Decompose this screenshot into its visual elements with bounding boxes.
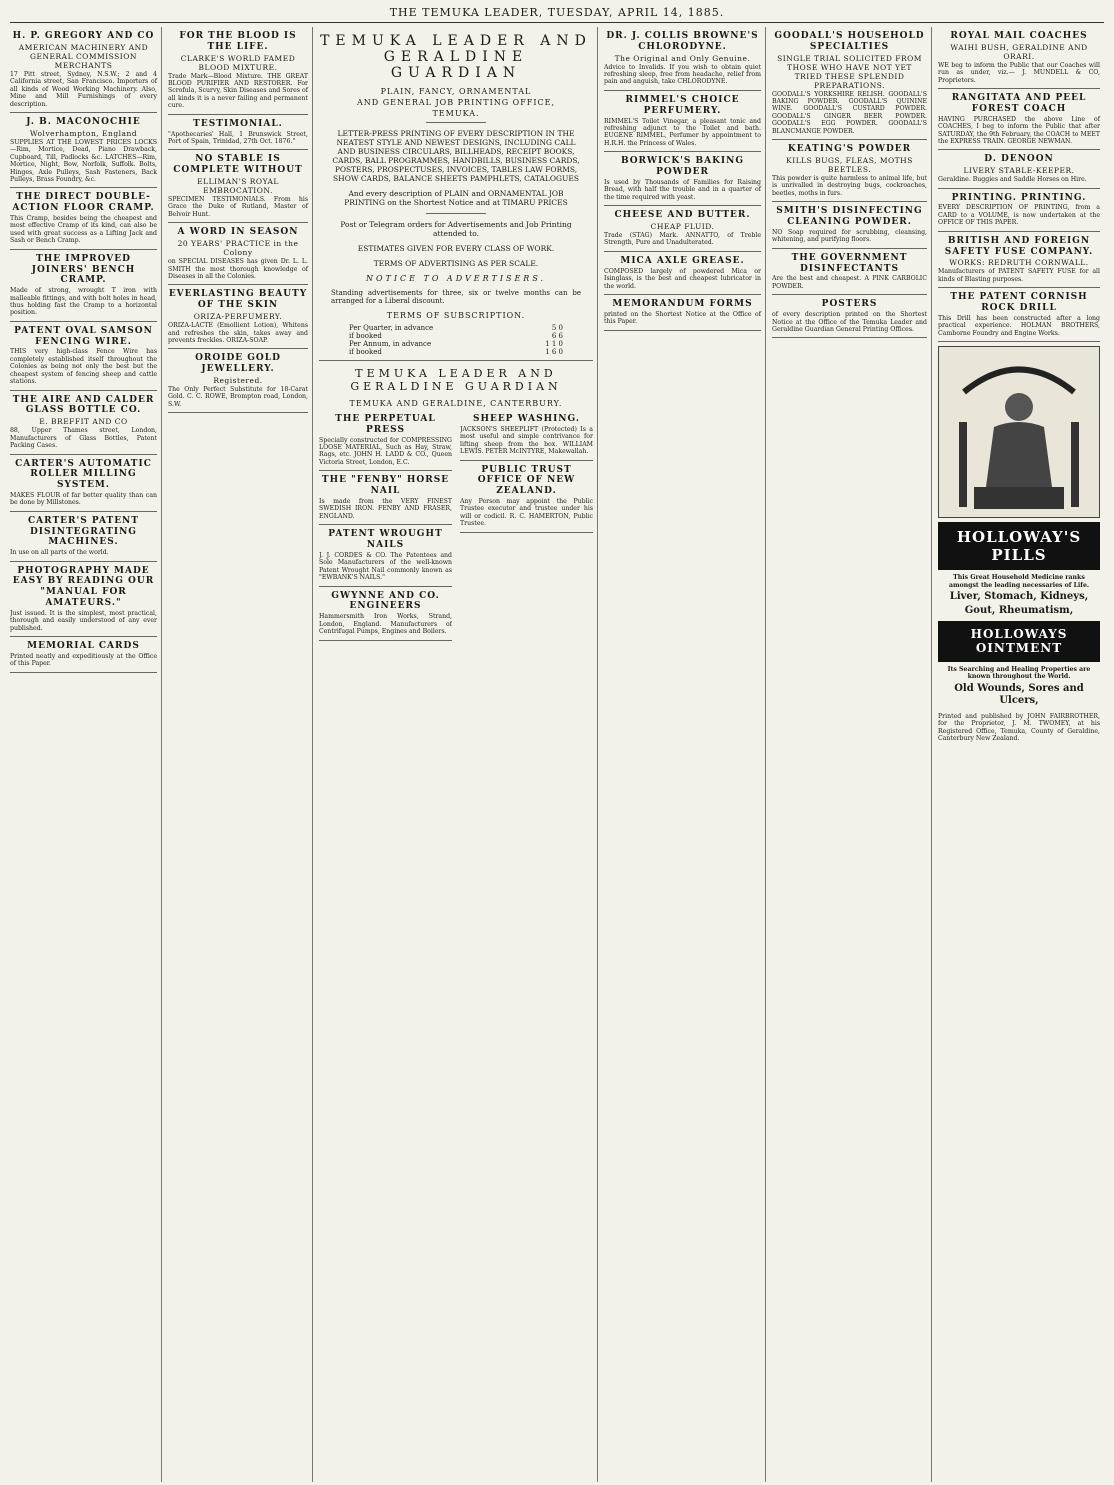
advertisement (938, 150, 1100, 188)
gazette-title: TEMUKA LEADER AND GERALDINE GUARDIAN (320, 33, 592, 81)
ad-body: WE beg to inform the Public that our Coaches will run as under, viz.— J. MUNDELL & CO, Proprietors. (938, 61, 1100, 84)
ad-title: THE PATENT CORNISH ROCK DRILL (950, 292, 1088, 314)
subscription-row (349, 332, 563, 340)
subscription-price: 1 6 0 (545, 348, 563, 356)
page-masthead: THE TEMUKA LEADER, TUESDAY, APRIL 14, 1885. (10, 6, 1104, 23)
advertisement (938, 288, 1100, 342)
ad-subtitle: SINGLE TRIAL SOLICITED FROM THOSE WHO HAVE NOT YET TRIED THESE SPLENDID PREPARATIONS. (777, 53, 922, 90)
advertisement (938, 189, 1100, 232)
advertisement (10, 391, 157, 455)
ad-body: GOODALL'S YORKSHIRE RELISH. GOODALL'S BAKING POWDER. GOODALL'S QUININE WINE. GOODALL'S CUSTARD POWDER. GOODALL'S GINGER BEER POWDER. GOODALL'S EGG POWDER. GOODALL'S BLANCMANGE POWDER. (772, 90, 927, 135)
advertisement (938, 27, 1100, 89)
ad-body: Is used by Thousands of Families for Raising Bread, with half the trouble and in a quarter of the time required with yeast. (604, 178, 761, 201)
ad-subtitle: Wolverhampton, England (29, 128, 138, 138)
ad-body: Advice to Invalids. If you wish to obtain quiet refreshing sleep, free from headache, relief from pain and anguish, take CHLORODYNE. (604, 63, 761, 86)
notice-body: Standing advertisements for three, six or twelve months can be arranged for a Liberal discount. (331, 289, 581, 305)
advertisement (938, 232, 1100, 288)
ad-body: Trade Mark—Blood Mixture. THE GREAT BLOOD PURIFIER AND RESTORER. For Scrofula, Scurvy, Skin Diseases and Sores of all kinds it is a never failing and permanent cure. (168, 72, 308, 110)
subscription-price: 6 6 (551, 332, 563, 340)
ad-body: THIS very high-class Fence Wire has completely established itself throughout the Colonies as being not only the best but the cheapest system of fencing sheep and cattle stations. (10, 348, 157, 386)
ad-title: MEMORIAL CARDS (27, 641, 140, 652)
ad-body: Is made from the VERY FINEST SWEDISH IRON. FENBY AND FRASER, ENGLAND. (319, 497, 452, 520)
advertisement (772, 249, 927, 295)
ad-body: The Only Perfect Substitute for 18-Carat Gold. C. C. ROWE, Brompton road, London, S.W. (168, 385, 308, 408)
ad-body: Manufacturers of PATENT SAFETY FUSE for all kinds of Blasting purposes. (938, 268, 1100, 283)
ad-body: Specially constructed for COMPRESSING LOOSE MATERIAL, Such as Hay, Straw, Rags, etc. JOHN H. LADD & CO., Queen Victoria Street, London, E.C. (319, 436, 452, 466)
advertisement (772, 202, 927, 248)
ad-title: SHEEP WASHING. (472, 414, 581, 424)
subscription-label: Per Quarter, in advance (349, 324, 434, 332)
ad-subtitle: CHEAP FLUID. (650, 221, 715, 231)
ad-title: CHEESE AND BUTTER. (614, 210, 751, 221)
gazette-terms: TERMS OF ADVERTISING AS PER SCALE. (373, 259, 539, 268)
advertisement (10, 250, 157, 322)
advertisement (168, 285, 308, 349)
ad-subtitle: E. BREFFIT AND CO (39, 417, 128, 427)
divider (319, 360, 593, 361)
gazette-services: LETTER-PRESS PRINTING OF EVERY DESCRIPTION IN THE NEATEST STYLE AND NEWEST DESIGNS, INCLUDING CALL AND BUSINESS CIRCULARS, BILLHEADS, RECEIPT BOOKS, CARDS, BALL PROGRAMMES, HANDBILLS, BUSINESS CARDS, POSTERS, PROSPECTUSES, INVOICES, TABLES LAW FORMS, SHOW CARDS, BALANCE SHEETS PAMPHLETS, CATALOGUES (332, 129, 580, 183)
pills-headline: Liver, Stomach, Kidneys, (949, 591, 1089, 603)
ad-title: THE DIRECT DOUBLE-ACTION FLOOR CRAMP. (12, 192, 155, 214)
column-5 (772, 27, 932, 1482)
ad-body: Any Person may appoint the Public Trustee executor and trustee under his will or codicil. R. C. HAMERTON, Public Trustee. (460, 497, 593, 528)
advertisement (168, 150, 308, 223)
ad-subtitle: WAIHI BUSH, GERALDINE AND ORARI. (950, 42, 1088, 61)
ad-title: SMITH'S DISINFECTING CLEANING POWDER. (776, 206, 923, 228)
advertisement (10, 113, 157, 188)
ad-title: NO STABLE IS COMPLETE WITHOUT (173, 154, 303, 176)
ad-body: SPECIMEN TESTIMONIALS. From his Grace the Duke of Rutland, Master of Belvoir Hunt. (168, 196, 308, 218)
advertisement (10, 27, 157, 113)
ad-title: ROYAL MAIL COACHES (950, 31, 1088, 41)
subscription-table (349, 324, 563, 356)
ad-subtitle: Registered. (213, 375, 263, 385)
ad-title: THE "FENBY" HORSE NAIL (321, 475, 450, 497)
ad-subtitle: ELLIMAN'S ROYAL EMBROCATION. (197, 177, 279, 196)
ad-title: GOODALL'S HOUSEHOLD SPECIALTIES (774, 31, 925, 52)
advertisement (319, 587, 452, 641)
advertisement (168, 27, 308, 115)
advertisement (319, 410, 452, 471)
ad-title: BORWICK'S BAKING POWDER (620, 156, 745, 178)
ad-title: BRITISH AND FOREIGN SAFETY FUSE COMPANY. (944, 235, 1094, 257)
seated-figure-illustration (944, 352, 1094, 517)
ad-body: Hammersmith Iron Works, Strand, London, England. Manufacturers of Centrifugal Pumps, Engines and Boilers. (319, 613, 452, 636)
ad-subtitle: AMERICAN MACHINERY AND GENERAL COMMISSION MERCHANTS (18, 42, 149, 70)
gout-headline: Gout, Rheumatism, (964, 605, 1074, 617)
divider (426, 122, 486, 123)
ad-body: In use on all parts of the world. (10, 549, 109, 557)
gazette-line-3: TEMUKA. (432, 109, 480, 118)
ad-body: J. J. CORDES & CO. The Patentees and Sole Manufacturers of the well-known Patent Wrought Nail commonly known as "EWBANK'S NAILS." (319, 551, 452, 582)
subscription-price: 5 0 (551, 324, 563, 332)
ad-title: DR. J. COLLIS BROWNE'S CHLORODYNE. (606, 31, 759, 52)
ad-title: H. P. GREGORY AND CO (12, 31, 155, 41)
column-6 (938, 27, 1104, 1482)
advertisement (460, 461, 593, 533)
ad-body: This powder is quite harmless to animal life, but is unrivalled in destroying bugs, cockroaches, beetles, moths in furs. (772, 175, 927, 197)
divider (426, 213, 486, 214)
advertisement (319, 471, 452, 525)
holloway-engraving (938, 346, 1100, 518)
advertisement (319, 525, 452, 586)
gazette-job-printing: And every description of PLAIN and ORNAMENTAL JOB PRINTING on the Shortest Notice and at TIMARU PRICES (344, 189, 568, 207)
subscription-row (349, 348, 563, 356)
ad-body: RIMMEL'S Toilet Vinegar, a pleasant tonic and refreshing adjunct to the Toilet and bath. EUGENE RIMMEL, Perfumer by appointment to H.R.H. the Princess of Wales. (604, 117, 761, 147)
subscription-label: if booked (349, 348, 382, 356)
advertisement (10, 637, 157, 673)
advertisement (772, 295, 927, 338)
ad-title: THE AIRE AND CALDER GLASS BOTTLE CO. (12, 394, 155, 416)
column-center (319, 27, 598, 1482)
ad-title: OROIDE GOLD JEWELLERY. (195, 353, 281, 375)
ad-body: Are the best and cheapest. A PINK CARBOLIC POWDER. (772, 275, 927, 290)
ad-body: MAKES FLOUR of far better quality than can be done by Millstones. (10, 491, 157, 507)
ad-subtitle: LIVERY STABLE-KEEPER. (963, 166, 1075, 176)
ad-body: 88, Upper Thames street, London, Manufacturers of Glass Bottles, Patent Packing Cases. (10, 427, 157, 450)
ad-body: Printed neatly and expeditiously at the Office of this Paper. (10, 652, 157, 668)
subcolumn-a (319, 410, 452, 1482)
advertisement (10, 455, 157, 512)
ad-title: THE IMPROVED JOINERS' BENCH CRAMP. (31, 253, 136, 286)
holloways-ointment-banner: HOLLOWAYS OINTMENT (938, 621, 1100, 662)
ointment-headline: Old Wounds, Sores and Ulcers, (954, 682, 1084, 706)
ad-body: JACKSON'S SHEEPLIFT (Protected) Is a most useful and simple contrivance for lifting sheep from the box. WILLIAM LEWIS. PETER McINTYRE, Makewallah. (460, 425, 593, 456)
advertisement (938, 89, 1100, 150)
ad-body: "Apothecaries' Hall, 1 Brunswick Street, Port of Spain, Trinidad, 27th Oct. 1876." (168, 130, 308, 146)
ad-body: of every description printed on the Shortest Notice at the Office of the Temuka Leader and Geraldine Guardian General Printing Offices. (772, 311, 927, 333)
imprint: Printed and published by JOHN FAIRBROTHER, for the Proprietor, J. M. TWOMEY, at his Registered Office, Temuka, County of Geraldine, Canterbury New Zealand. (938, 712, 1100, 743)
pills-text: This Great Household Medicine ranks amongst the leading necessaries of Life. (948, 574, 1090, 589)
gazette-orders: Post or Telegram orders for Advertisements and Job Printing attended to. (340, 220, 572, 238)
ad-body: printed on the Shortest Notice at the Office of this Paper. (604, 310, 761, 326)
column-1 (10, 27, 162, 1482)
ad-body: SUPPLIES AT THE LOWEST PRICES LOCKS—Rim, Mortice, Dead, Piano Drawback, Cupboard, Till, Padlocks &c. LATCHES—Rim, Mortice, Night, Bow, Norfolk, Suffolk. Bolts, Hinges, Axle Pulleys, Sash Fasteners, Back Pulleys, Brass Foundry, &c. (10, 138, 157, 183)
ad-body: This Cramp, besides being the cheapest and most effective Cramp of its kind, can also be used with great success as a Lifting Jack and Sash or Bench Cramp. (10, 215, 157, 245)
advertisement (772, 27, 927, 140)
ad-title: PUBLIC TRUST OFFICE OF NEW ZEALAND. (477, 464, 576, 497)
ad-body: Trade (STAG) Mark. ANNATTO, of Treble Strength, Pure and Unadulterated. (604, 231, 761, 247)
subscription-label: Per Annum, in advance (349, 340, 432, 348)
subscription-label: if booked (349, 332, 382, 340)
ad-title: POSTERS (821, 299, 878, 310)
advertisement (168, 223, 308, 285)
gazette-footer-title: TEMUKA LEADER AND GERALDINE GUARDIAN (350, 367, 562, 393)
ad-subtitle: WORKS: REDRUTH CORNWALL. (949, 258, 1089, 268)
advertisement (604, 152, 761, 206)
ad-title: EVERLASTING BEAUTY OF THE SKIN (168, 289, 308, 311)
subscription-row (349, 340, 563, 348)
ad-title: RANGITATA AND PEEL FOREST COACH (951, 93, 1087, 114)
gazette-estimates: ESTIMATES GIVEN FOR EVERY CLASS OF WORK. (357, 244, 555, 253)
advertisement (168, 115, 308, 151)
ad-title: A WORD IN SEASON (177, 227, 299, 238)
ad-body: Just issued. It is the simplest, most practical, thorough and easily understood of any ever published. (10, 609, 157, 632)
ad-body: Made of strong, wrought T iron with malleable fittings, and with bolt holes in head, thus holding fast the Cramp to a horizontal position. (10, 287, 157, 317)
ad-title: KEATING'S POWDER (787, 144, 912, 155)
center-subcolumns (319, 410, 593, 1482)
ad-body: NO Soap required for scrubbing, cleansing, whitening, and purifying floors. (772, 228, 927, 244)
advertisement (772, 140, 927, 202)
ad-title: GWYNNE AND CO. ENGINEERS (331, 590, 440, 612)
ad-subtitle: CLARKE'S WORLD FAMED BLOOD MIXTURE. (180, 53, 296, 72)
advertisement (10, 562, 157, 638)
advertisement (604, 206, 761, 252)
ad-title: FOR THE BLOOD IS THE LIFE. (179, 31, 297, 52)
column-6-ads (938, 27, 1100, 342)
ad-body: Geraldine. Buggies and Saddle Horses on Hire. (938, 176, 1087, 184)
gazette-line-2: AND GENERAL JOB PRINTING OFFICE, (357, 98, 555, 107)
ad-title: PATENT WROUGHT NAILS (328, 529, 443, 551)
ad-title: PHOTOGRAPHY MADE EASY BY READING OUR "MANUAL FOR AMATEURS." (12, 565, 155, 609)
advertisement (604, 91, 761, 152)
ad-subtitle: 20 YEARS' PRACTICE in the Colony (177, 239, 299, 258)
advertisement (10, 512, 157, 562)
ad-title: THE GOVERNMENT DISINFECTANTS (791, 252, 908, 274)
subscription-title: TERMS OF SUBSCRIPTION. (386, 311, 526, 320)
advertisement (604, 252, 761, 295)
ad-title: PATENT OVAL SAMSON FENCING WIRE. (14, 325, 153, 347)
ointment-text: Its Searching and Healing Properties are known throughout the World. (947, 665, 1091, 681)
advertisement (604, 27, 761, 91)
advertisement (10, 322, 157, 391)
advertisement (604, 295, 761, 331)
notice-title: NOTICE TO ADVERTISERS. (365, 274, 547, 283)
ad-body: ORIZA-LACTE (Emollient Lotion), Whitens and refreshes the skin, takes away and prevents freckles. ORIZA-SOAP. (168, 322, 308, 344)
ad-body: on SPECIAL DISEASES has given Dr. L. L. SMITH the most thorough knowledge of Diseases in all the Colonies. (168, 258, 308, 281)
column-2 (168, 27, 313, 1482)
ad-subtitle: KILLS BUGS, FLEAS, MOTHS BEETLES. (786, 156, 913, 175)
holloways-pills-banner: HOLLOWAY'S PILLS (938, 522, 1100, 570)
ad-subtitle: ORIZA-PERFUMERY. (193, 312, 283, 322)
ad-body: 17 Pitt street, Sydney, N.S.W.; 2 and 4 California street, San Francisco. Importers of all kinds of Wood Working Machinery. Also, Mine and Mill Furnishings of every description. (10, 70, 157, 108)
ad-title: THE PERPETUAL PRESS (335, 414, 436, 435)
ad-body: COMPOSED largely of powdered Mica or Isinglass, is the best and cheapest lubricator in the world. (604, 267, 761, 290)
subscription-row (349, 324, 563, 332)
gazette-line-1: PLAIN, FANCY, ORNAMENTAL (380, 87, 532, 96)
ad-body: This Drill has been constructed after a long practical experience. HOLMAN BROTHERS, Camborne Foundry and Engine Works. (938, 314, 1100, 337)
printing-office-ad (319, 27, 593, 410)
ad-title: MICA AXLE GREASE. (620, 255, 745, 266)
ad-title: J. B. MACONOCHIE (26, 116, 141, 127)
column-4 (604, 27, 766, 1482)
ad-title: D. DENOON (984, 154, 1054, 165)
ad-title: MEMORANDUM FORMS (612, 298, 753, 309)
ad-title: CARTER'S PATENT DISINTEGRATING MACHINES. (28, 515, 139, 548)
advertisement (460, 410, 593, 461)
columns (10, 27, 1104, 1482)
ad-subtitle: The Original and Only Genuine. (614, 53, 751, 63)
gazette-footer-line: TEMUKA AND GERALDINE, CANTERBURY. (349, 399, 563, 408)
ad-title: TESTIMONIAL. (193, 118, 283, 129)
ad-body: EVERY DESCRIPTION OF PRINTING, from a CARD to a VOLUME, is now undertaken at the OFFICE OF THIS PAPER. (938, 204, 1100, 227)
ad-body: HAVING PURCHASED the above Line of COACHES, I beg to inform the Public that after SATURDAY, the 9th February, the COACH to MEET the EXPRESS TRAIN. GEORGE NEWMAN. (938, 115, 1100, 146)
subcolumn-b (460, 410, 593, 1482)
advertisement (10, 188, 157, 249)
advertisement (168, 349, 308, 413)
ad-title: CARTER'S AUTOMATIC ROLLER MILLING SYSTEM. (15, 458, 152, 491)
ad-title: PRINTING. PRINTING. (951, 192, 1087, 203)
ad-title: RIMMEL'S CHOICE PERFUMERY. (625, 94, 740, 116)
subscription-price: 1 1 0 (545, 340, 563, 348)
